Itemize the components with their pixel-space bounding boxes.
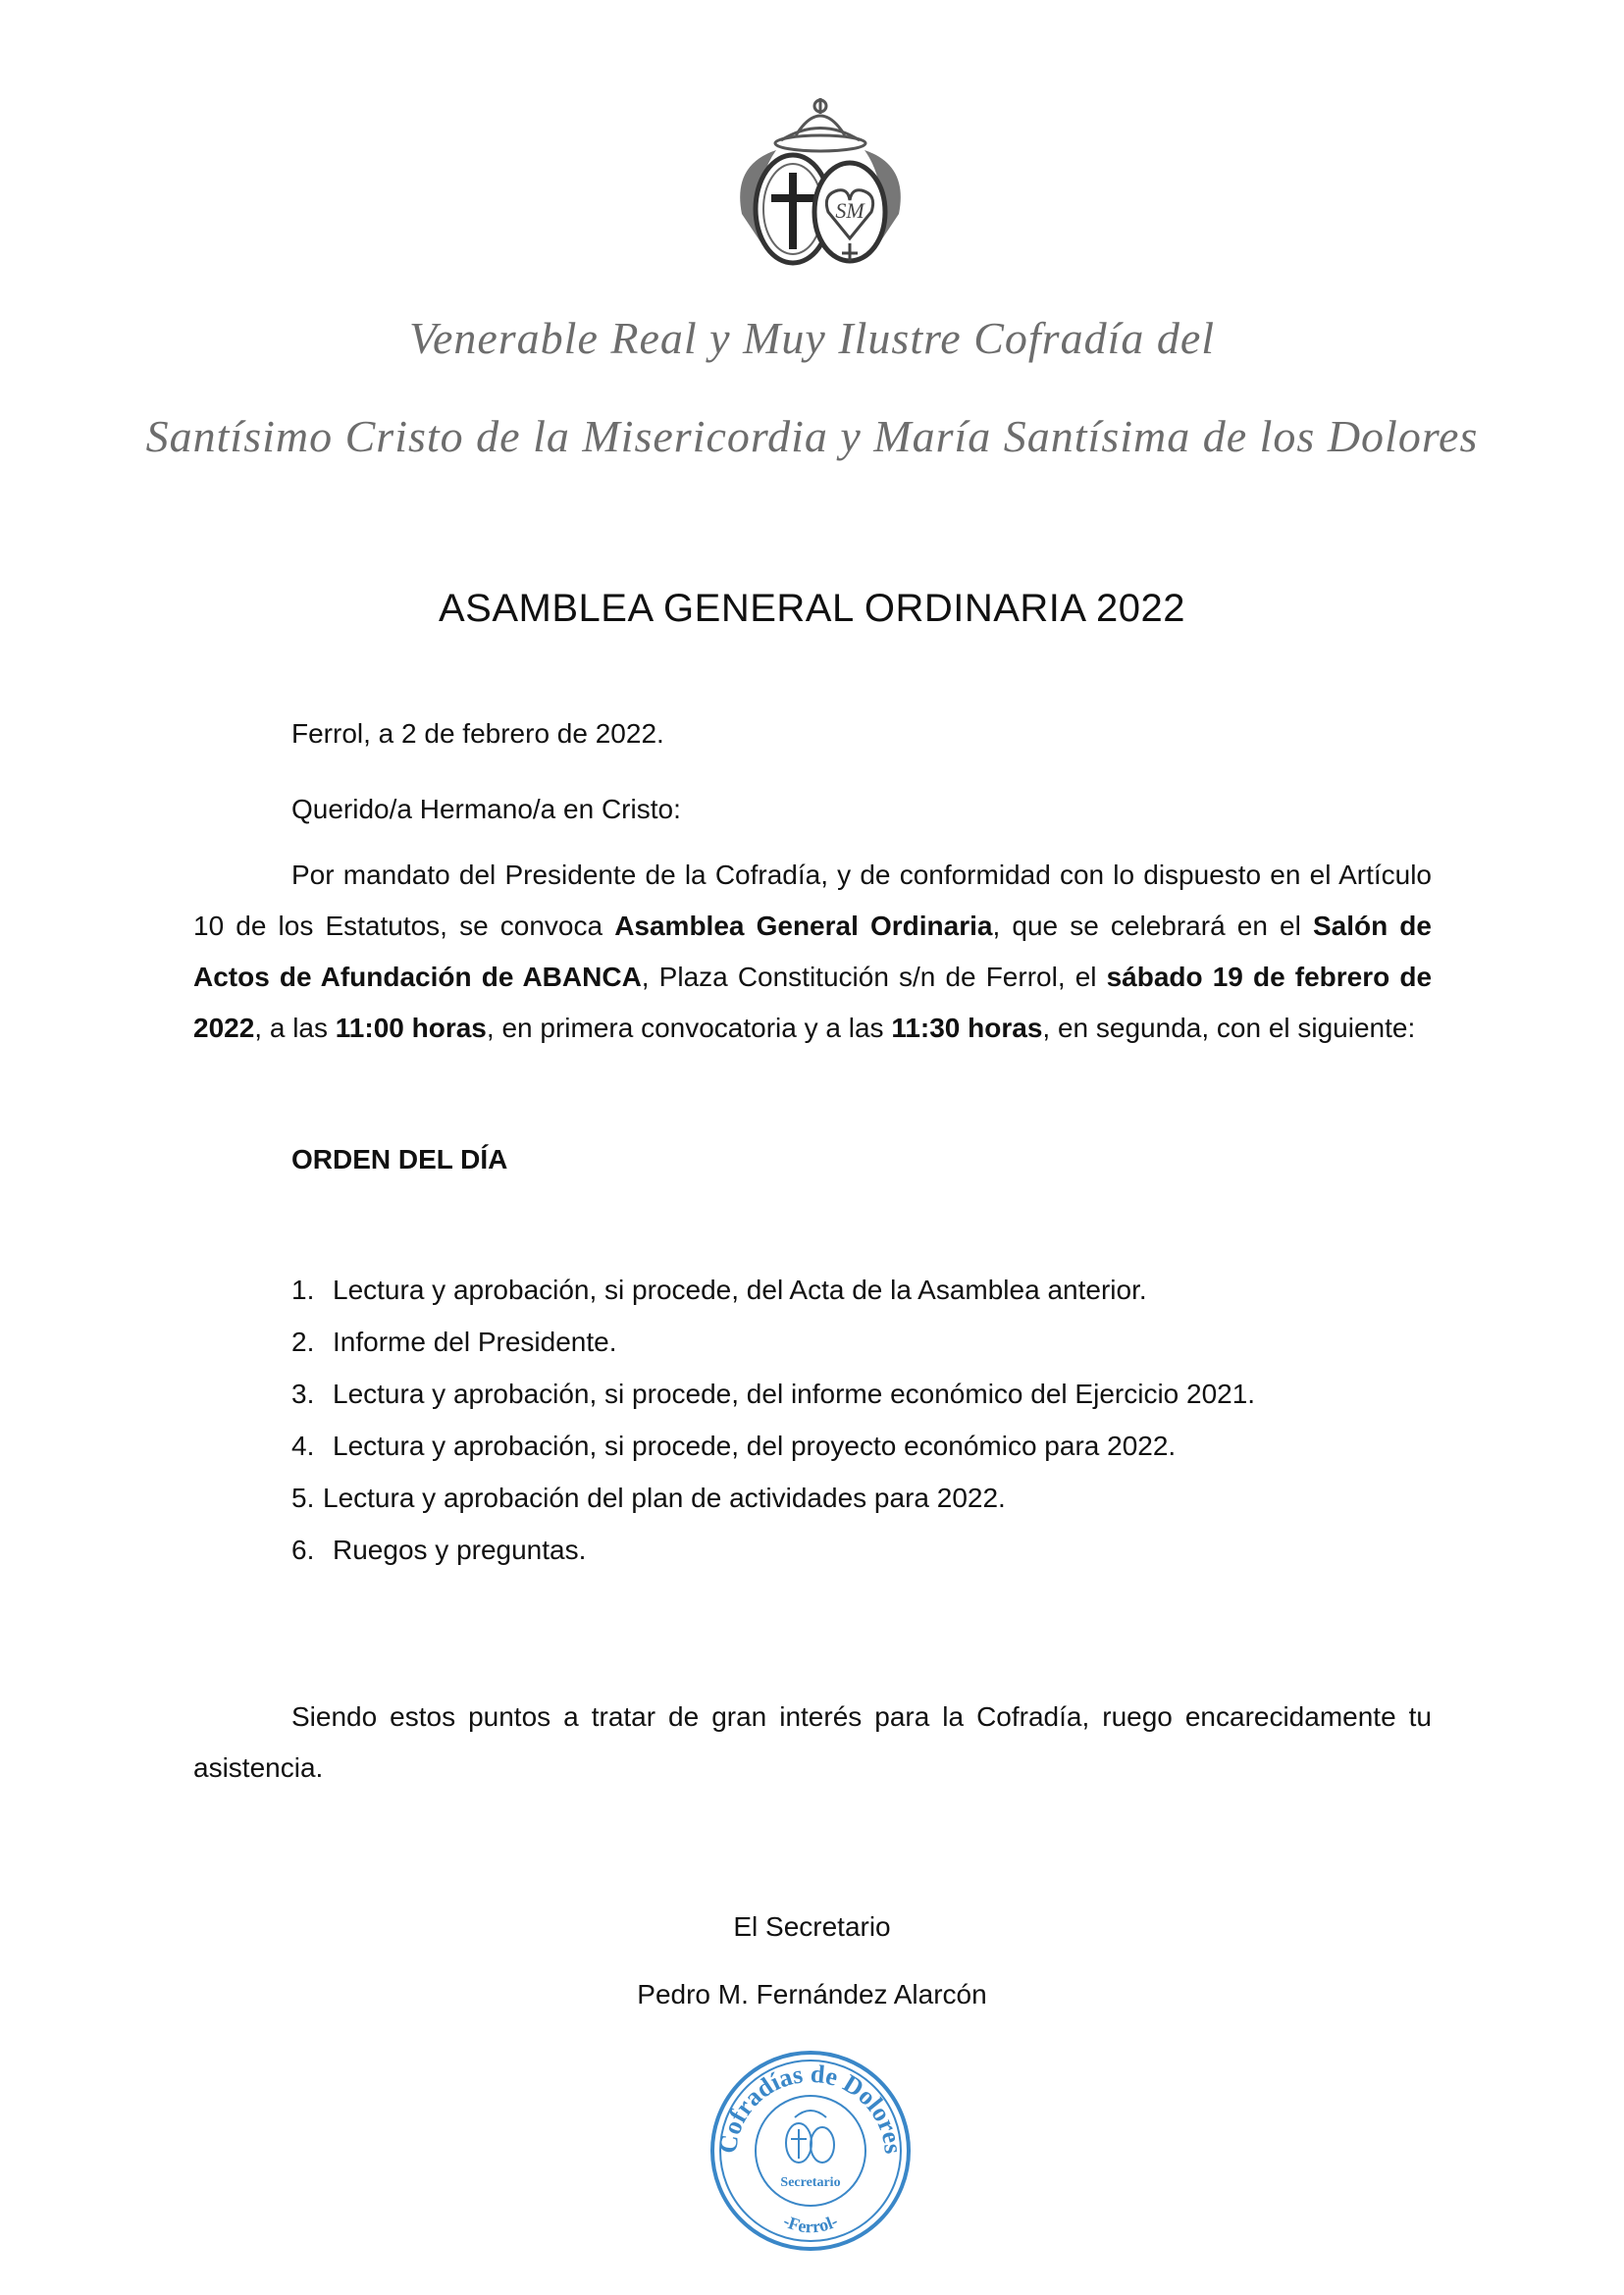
agenda-number: 3.	[291, 1379, 315, 1409]
body-bold: Salón de Actos de Afundación de ABANCA	[193, 911, 1432, 992]
agenda-text: Lectura y aprobación, si procede, del Acta de la Asamblea anterior.	[333, 1275, 1147, 1305]
crest-logo	[703, 96, 938, 283]
agenda-list	[291, 1264, 1255, 1576]
agenda-item	[291, 1472, 1255, 1524]
body-text: , que se celebrará en el	[992, 911, 1313, 941]
agenda-number: 2.	[291, 1327, 315, 1357]
svg-text:Cofradías de Dolores: Cofradías de Dolores	[712, 2059, 909, 2156]
agenda-number: 6.	[291, 1535, 315, 1565]
body-bold: 11:00 horas	[335, 1013, 487, 1043]
agenda-text: Lectura y aprobación, si procede, del proyecto económico para 2022.	[333, 1431, 1177, 1461]
date-line: Ferrol, a 2 de febrero de 2022.	[291, 718, 664, 749]
closing-paragraph: Siendo estos puntos a tratar de gran interés para la Cofradía, ruego encarecidamente tu asistencia.	[193, 1701, 1432, 1783]
agenda-heading: ORDEN DEL DÍA	[291, 1144, 508, 1174]
agenda-number: 5.	[291, 1483, 315, 1513]
body-bold: sábado 19 de febrero de 2022	[193, 962, 1433, 1043]
agenda-number: 4.	[291, 1431, 315, 1461]
svg-text:SM: SM	[835, 198, 864, 223]
svg-text:-Ferrol-: -Ferrol-	[780, 2211, 841, 2237]
agenda-item	[291, 1264, 1255, 1316]
svg-text:Secretario: Secretario	[780, 2175, 841, 2190]
agenda-text: Informe del Presidente.	[333, 1327, 617, 1357]
body-text: , en segunda, con el siguiente:	[1042, 1013, 1416, 1043]
signature-name: Pedro M. Fernández Alarcón	[637, 1979, 987, 2009]
signature-role: El Secretario	[733, 1911, 891, 1942]
secretary-seal	[708, 2049, 913, 2253]
body-text: , a las	[254, 1013, 336, 1043]
agenda-item	[291, 1524, 1255, 1576]
agenda-item	[291, 1368, 1255, 1420]
body-bold: 11:30 horas	[891, 1013, 1043, 1043]
greeting: Querido/a Hermano/a en Cristo:	[291, 794, 681, 824]
motto-line-1: Venerable Real y Muy Ilustre Cofradía del	[408, 313, 1216, 363]
agenda-text: Ruegos y preguntas.	[333, 1535, 587, 1565]
body-bold: Asamblea General Ordinaria	[614, 911, 993, 941]
agenda-item	[291, 1420, 1255, 1472]
body-text: Por mandato del Presidente de la Cofradía, y de conformidad con lo dispuesto en el Artículo 10 de los Estatutos, se convoca	[193, 860, 1432, 941]
body-paragraph	[193, 850, 1432, 1054]
document-title: ASAMBLEA GENERAL ORDINARIA 2022	[439, 587, 1185, 630]
body-text: , en primera convocatoria y a las	[486, 1013, 892, 1043]
body-text: , Plaza Constitución s/n de Ferrol, el	[641, 962, 1107, 992]
agenda-text: Lectura y aprobación del plan de actividades para 2022.	[323, 1483, 1006, 1513]
agenda-number: 1.	[291, 1275, 315, 1305]
motto-line-2: Santísimo Cristo de la Misericordia y María Santísima de los Dolores	[145, 411, 1479, 461]
agenda-text: Lectura y aprobación, si procede, del informe económico del Ejercicio 2021.	[333, 1379, 1256, 1409]
agenda-item	[291, 1316, 1255, 1368]
